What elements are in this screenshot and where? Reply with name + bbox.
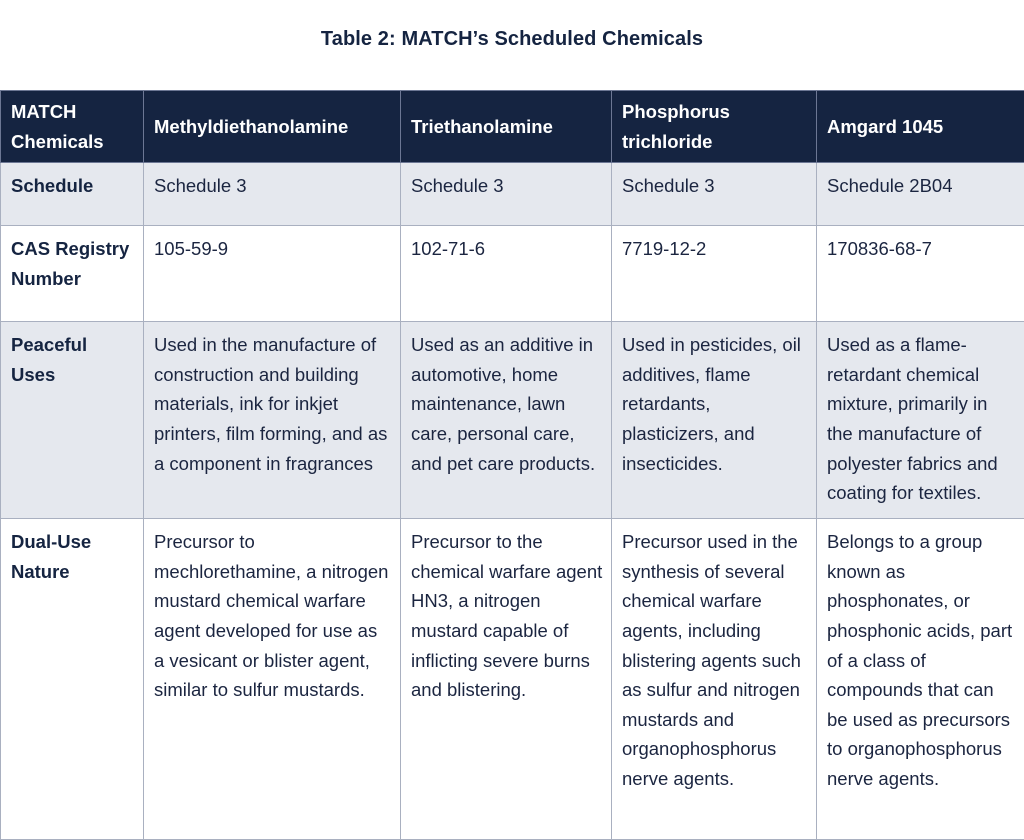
cell-schedule-triethanolamine: Schedule 3 (401, 163, 612, 226)
header-amgard-1045: Amgard 1045 (817, 91, 1024, 163)
cell-dual-methyldiethanolamine: Precursor to mechlorethamine, a nitrogen mustard chemical warfare agent developed for use as a vesicant or blister agent, similar to sulfur mustards. (144, 519, 401, 840)
table-title: Table 2: MATCH’s Scheduled Chemicals (0, 28, 1024, 51)
row-label-cas: CAS Registry Number (1, 226, 144, 322)
header-methyldiethanolamine: Methyldiethanolamine (144, 91, 401, 163)
row-cas (1, 226, 1024, 322)
cell-peaceful-methyldiethanolamine: Used in the manufacture of construction and building materials, ink for inkjet printers, film forming, and as a component in fragrances (144, 322, 401, 519)
row-label-schedule: Schedule (1, 163, 144, 226)
row-schedule (1, 163, 1024, 226)
cell-peaceful-phosphorus-trichloride: Used in pesticides, oil additives, flame retardants, plasticizers, and insecticides. (612, 322, 817, 519)
cell-dual-amgard-1045: Belongs to a group known as phosphonates, or phosphonic acids, part of a class of compounds that can be used as precursors to organophosphorus nerve agents. (817, 519, 1024, 840)
cell-cas-triethanolamine: 102-71-6 (401, 226, 612, 322)
cell-peaceful-amgard-1045: Used as a flame-retardant chemical mixture, primarily in the manufacture of polyester fabrics and coating for textiles. (817, 322, 1024, 519)
scheduled-chemicals-table (0, 90, 1024, 840)
cell-dual-phosphorus-trichloride: Precursor used in the synthesis of several chemical warfare agents, including blistering agents such as sulfur and nitrogen mustards and organophosphorus nerve agents. (612, 519, 817, 840)
header-triethanolamine: Triethanolamine (401, 91, 612, 163)
cell-peaceful-triethanolamine: Used as an additive in automotive, home maintenance, lawn care, personal care, and pet care products. (401, 322, 612, 519)
row-label-peaceful-uses: Peaceful Uses (1, 322, 144, 519)
cell-schedule-methyldiethanolamine: Schedule 3 (144, 163, 401, 226)
header-phosphorus-trichloride: Phosphorus trichloride (612, 91, 817, 163)
cell-cas-amgard-1045: 170836-68-7 (817, 226, 1024, 322)
header-row (1, 91, 1024, 163)
cell-schedule-phosphorus-trichloride: Schedule 3 (612, 163, 817, 226)
row-dual-use (1, 519, 1024, 840)
row-label-dual-use: Dual-Use Nature (1, 519, 144, 840)
cell-schedule-amgard-1045: Schedule 2B04 (817, 163, 1024, 226)
cell-dual-triethanolamine: Precursor to the chemical warfare agent HN3, a nitrogen mustard capable of inflicting severe burns and blistering. (401, 519, 612, 840)
header-match-chemicals: MATCH Chemicals (1, 91, 144, 163)
row-peaceful-uses (1, 322, 1024, 519)
cell-cas-phosphorus-trichloride: 7719-12-2 (612, 226, 817, 322)
cell-cas-methyldiethanolamine: 105-59-9 (144, 226, 401, 322)
